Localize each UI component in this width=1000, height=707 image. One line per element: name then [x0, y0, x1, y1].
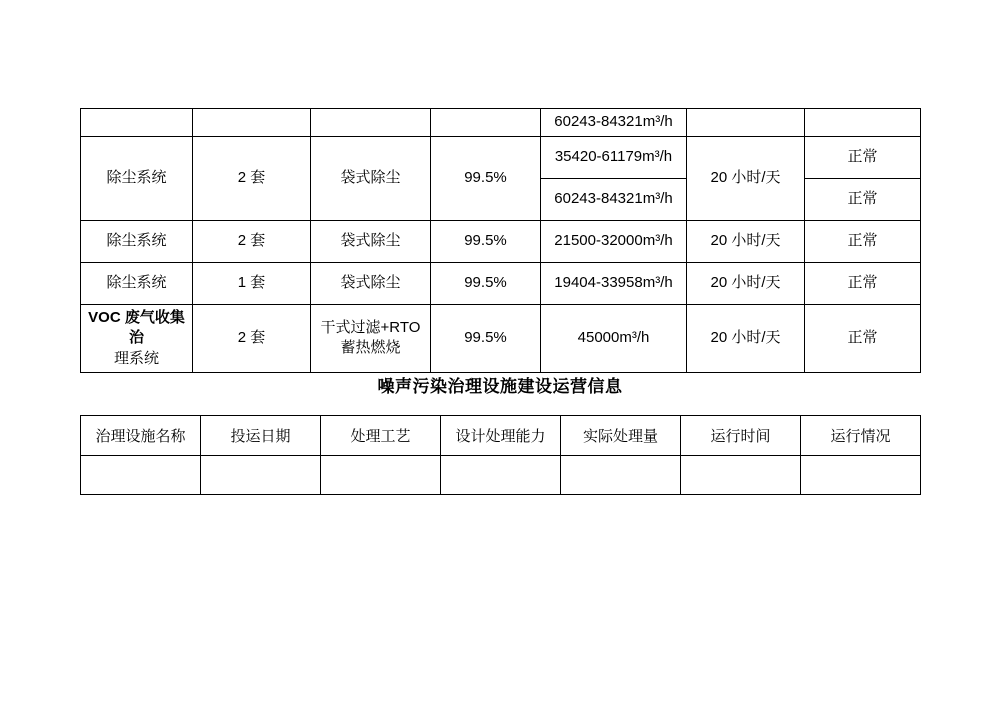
- cell-capacity: 60243-84321m³/h: [541, 179, 687, 221]
- cell-efficiency: 99.5%: [431, 263, 541, 305]
- noise-facilities-table: [80, 415, 921, 495]
- cell-capacity: 45000m³/h: [541, 305, 687, 373]
- noise-facilities-table-container: [80, 415, 920, 495]
- column-header-design-capacity: 设计处理能力: [441, 416, 561, 456]
- column-header-runtime: 运行时间: [681, 416, 801, 456]
- cell-state-empty: [805, 109, 921, 137]
- cell-efficiency: 99.5%: [431, 221, 541, 263]
- cell-facility-name: [81, 456, 201, 495]
- cell-name-line1: VOC 废气收集治: [88, 309, 185, 347]
- cell-operating-status: [801, 456, 921, 495]
- cell-status: 正常: [805, 221, 921, 263]
- cell-runtime: 20 小时/天: [687, 263, 805, 305]
- table-header-row: [81, 416, 921, 456]
- cell-tech-line1: 干式过滤+RTO: [320, 319, 421, 337]
- table-row: [81, 305, 921, 373]
- cell-eff-empty: [431, 109, 541, 137]
- column-header-commission-date: 投运日期: [201, 416, 321, 456]
- cell-tech-line2: 蓄热燃烧: [340, 339, 401, 357]
- cell-name-empty: [81, 109, 193, 137]
- cell-status: 正常: [805, 305, 921, 373]
- air-pollution-facilities-table: [80, 108, 921, 373]
- cell-capacity: 19404-33958m³/h: [541, 263, 687, 305]
- cell-runtime: 20 小时/天: [687, 137, 805, 221]
- section-title: 噪声污染治理设施建设运营信息: [377, 377, 623, 396]
- cell-capacity: 21500-32000m³/h: [541, 221, 687, 263]
- cell-tech-empty: [311, 109, 431, 137]
- cell-name: 除尘系统: [81, 221, 193, 263]
- cell-status: 正常: [805, 263, 921, 305]
- table-row: [81, 137, 921, 179]
- cell-name: [81, 305, 193, 373]
- cell-tech: 袋式除尘: [311, 263, 431, 305]
- column-header-treatment-process: 处理工艺: [321, 416, 441, 456]
- cell-efficiency: 99.5%: [431, 305, 541, 373]
- air-pollution-facilities-table-container: [80, 108, 920, 373]
- column-header-actual-volume: 实际处理量: [561, 416, 681, 456]
- cell-runtime: 20 小时/天: [687, 221, 805, 263]
- cell-qty-empty: [193, 109, 311, 137]
- cell-treatment-process: [321, 456, 441, 495]
- cell-qty: 2 套: [193, 221, 311, 263]
- table-row: [81, 109, 921, 137]
- table-row: [81, 221, 921, 263]
- table-row: [81, 263, 921, 305]
- cell-qty: 2 套: [193, 305, 311, 373]
- cell-capacity: 35420-61179m³/h: [541, 137, 687, 179]
- cell-capacity: 60243-84321m³/h: [541, 109, 687, 137]
- cell-runtime: 20 小时/天: [687, 305, 805, 373]
- cell-tech: [311, 305, 431, 373]
- cell-tech: 袋式除尘: [311, 221, 431, 263]
- cell-name: 除尘系统: [81, 137, 193, 221]
- column-header-operating-status: 运行情况: [801, 416, 921, 456]
- cell-commission-date: [201, 456, 321, 495]
- cell-tech: 袋式除尘: [311, 137, 431, 221]
- cell-qty: 1 套: [193, 263, 311, 305]
- cell-status: 正常: [805, 137, 921, 179]
- cell-actual-volume: [561, 456, 681, 495]
- cell-efficiency: 99.5%: [431, 137, 541, 221]
- table-row: [81, 456, 921, 495]
- cell-time-empty: [687, 109, 805, 137]
- column-header-facility-name: 治理设施名称: [81, 416, 201, 456]
- cell-name-line2: 理系统: [113, 349, 159, 367]
- cell-qty: 2 套: [193, 137, 311, 221]
- cell-status: 正常: [805, 179, 921, 221]
- cell-runtime: [681, 456, 801, 495]
- cell-design-capacity: [441, 456, 561, 495]
- cell-name: 除尘系统: [81, 263, 193, 305]
